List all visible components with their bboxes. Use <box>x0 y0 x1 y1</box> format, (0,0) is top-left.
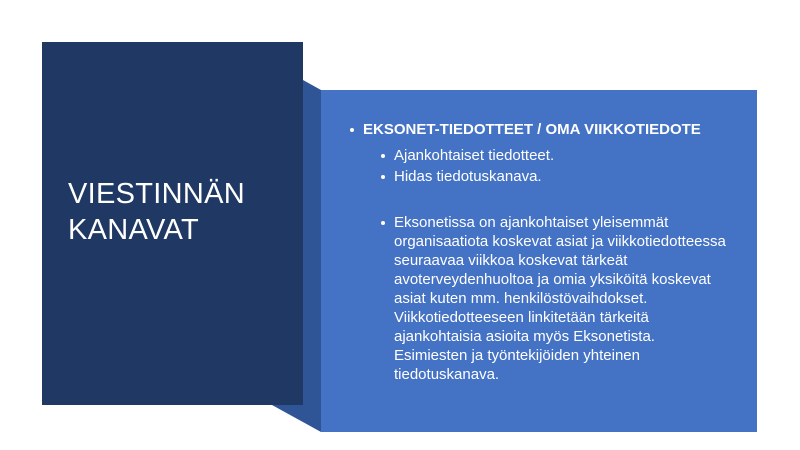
list-item <box>394 167 724 186</box>
bullet-list <box>321 90 757 432</box>
list-item-text: Hidas tiedotuskanava. <box>394 168 542 185</box>
list-item-text: Eksonetissa on ajankohtaiset yleisemmät organisaatiota koskevat asiat ja viikkotiedotteessa seuraavaa viikkoa koskevat tärkeät avoterveydenhuoltoa ja omia yksiköitä koskevat asiat kuten mm. henkilöstövaihdokset. Viikkotiedotteeseen linkitetään tärkeitä ajankohtaisia asioita myös Eksonetista. Esimiesten ja työntekijöiden yhteinen tiedotuskanava. <box>394 214 726 383</box>
heading-item <box>363 120 743 139</box>
bullet-icon <box>381 221 385 225</box>
bullet-icon <box>350 128 354 132</box>
list-item <box>394 146 724 165</box>
bullet-icon <box>381 175 385 179</box>
channel-details-box <box>321 90 757 432</box>
bullet-icon <box>381 154 385 158</box>
list-item-text: Ajankohtaiset tiedotteet. <box>394 147 555 164</box>
heading-text: EKSONET-TIEDOTTEET / OMA VIIKKOTIEDOTE <box>363 121 701 138</box>
list-item <box>394 213 729 384</box>
channel-title: VIESTINNÄN KANAVAT <box>68 178 246 246</box>
